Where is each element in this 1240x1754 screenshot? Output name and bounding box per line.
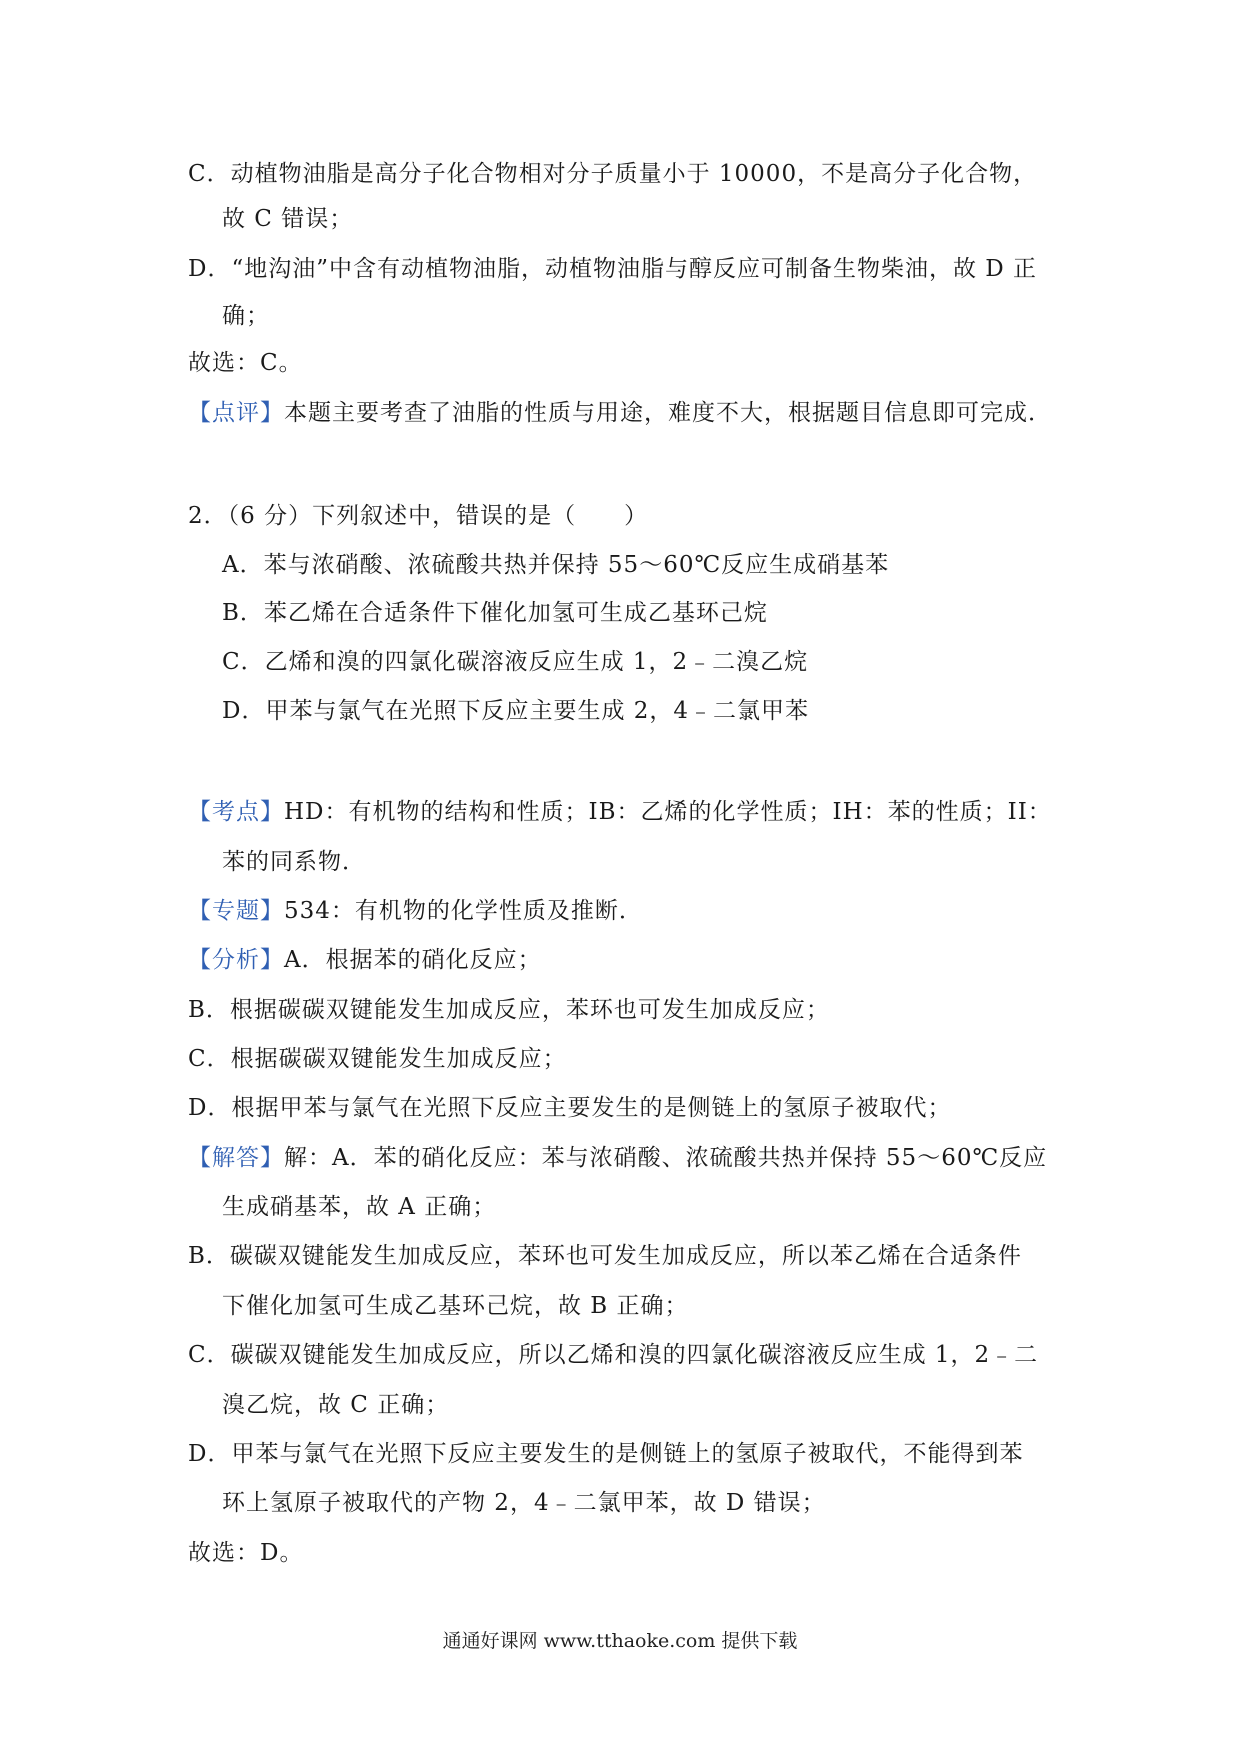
jieda-a2: 生成硝基苯，故 A 正确； (222, 1194, 497, 1220)
jieda-d1: D．甲苯与氯气在光照下反应主要发生的是侧链上的氢原子被取代，不能得到苯 (188, 1441, 1024, 1467)
prev-d-line1: D．“地沟油”中含有动植物油脂，动植物油脂与醇反应可制备生物柴油，故 D 正 (188, 256, 1038, 282)
question-option-b: B．苯乙烯在合适条件下催化加氢可生成乙基环己烷 (222, 600, 768, 626)
jieda-d2: 环上氢原子被取代的产物 2，4﹣二氯甲苯，故 D 错误； (222, 1490, 826, 1516)
jieda-c2: 溴乙烷，故 C 正确； (222, 1392, 450, 1418)
kaodian-tag: 【考点】 (188, 799, 284, 825)
prev-comment (188, 397, 1052, 429)
final-choice: 故选：D。 (188, 1540, 304, 1566)
question-option-d: D．甲苯与氯气在光照下反应主要生成 2，4﹣二氯甲苯 (222, 698, 810, 724)
comment-tag: 【点评】 (188, 400, 284, 426)
kaodian-line2: 苯的同系物． (222, 849, 366, 875)
fenxi-c: C．根据碳碳双键能发生加成反应； (188, 1046, 567, 1072)
zhuanti-line: 【专题】534：有机物的化学性质及推断． (188, 898, 643, 924)
fenxi-tag: 【分析】 (188, 947, 284, 973)
comment-text: 本题主要考查了油脂的性质与用途，难度不大，根据题目信息即可完成． (284, 400, 1052, 426)
prev-c-line2: 故 C 错误； (222, 206, 354, 232)
question-stem: 2．（6 分）下列叙述中，错误的是（ ） (188, 503, 649, 529)
jieda-c1: C．碳碳双键能发生加成反应，所以乙烯和溴的四氯化碳溶液反应生成 1，2﹣二 (188, 1342, 1039, 1368)
question-option-c: C．乙烯和溴的四氯化碳溶液反应生成 1，2﹣二溴乙烷 (222, 649, 809, 675)
fenxi-line: 【分析】A．根据苯的硝化反应； (188, 947, 542, 973)
kaodian-line1: 【考点】HD：有机物的结构和性质；IB：乙烯的化学性质；IH：苯的性质；II： (188, 799, 1052, 825)
fenxi-d: D．根据甲苯与氯气在光照下反应主要发生的是侧链上的氢原子被取代； (188, 1095, 952, 1121)
prev-d-line2: 确； (222, 303, 270, 329)
fenxi-b: B．根据碳碳双键能发生加成反应，苯环也可发生加成反应； (188, 997, 830, 1023)
jieda-b2: 下催化加氢可生成乙基环己烷，故 B 正确； (222, 1293, 689, 1319)
prev-choice: 故选：C。 (188, 350, 303, 376)
question-option-a: A．苯与浓硝酸、浓硫酸共热并保持 55～60℃反应生成硝基苯 (222, 552, 890, 578)
prev-c-line1: C．动植物油脂是高分子化合物相对分子质量小于 10000，不是高分子化合物， (188, 161, 1038, 187)
jieda-a1: 【解答】解：A．苯的硝化反应：苯与浓硝酸、浓硫酸共热并保持 55～60℃反应 (188, 1145, 1048, 1171)
zhuanti-tag: 【专题】 (188, 898, 284, 924)
jieda-tag: 【解答】 (188, 1145, 284, 1171)
page-footer: 通通好课网 www.tthaoke.com 提供下载 (442, 1630, 798, 1652)
jieda-b1: B．碳碳双键能发生加成反应，苯环也可发生加成反应，所以苯乙烯在合适条件 (188, 1243, 1022, 1269)
